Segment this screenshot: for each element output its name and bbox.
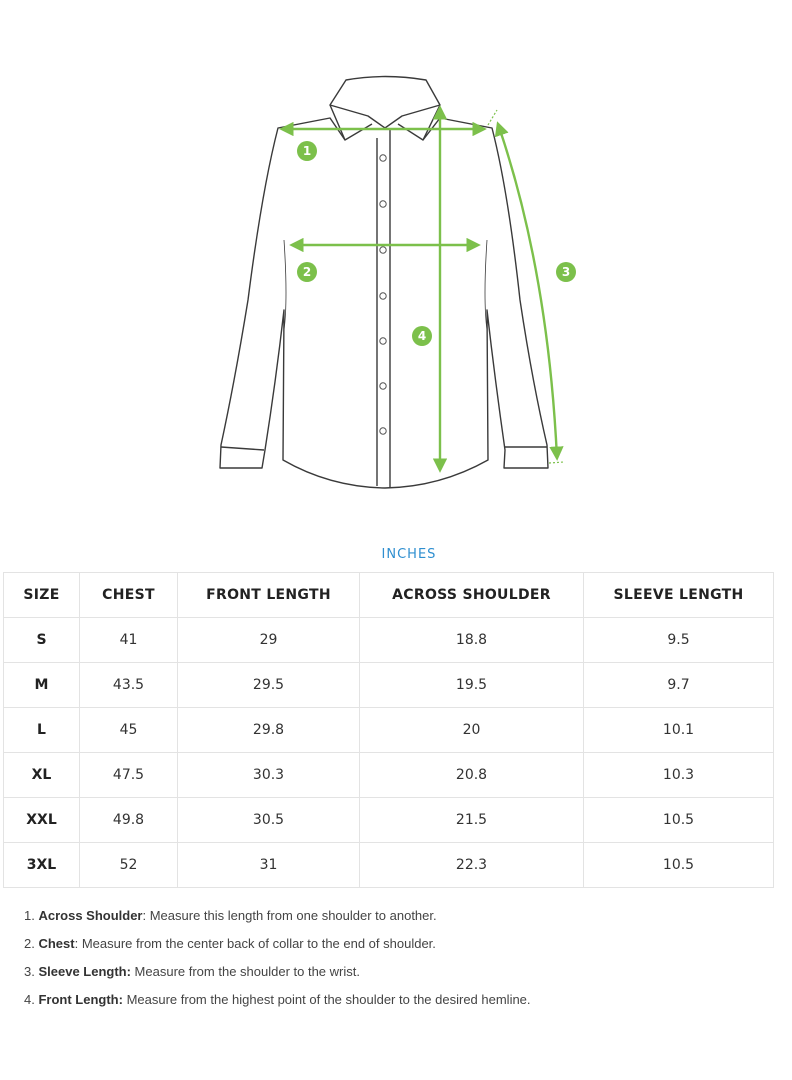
table-row: [4, 843, 774, 888]
chest-cell: 52: [80, 843, 178, 888]
shirt-outline: [220, 77, 548, 489]
shirt-diagram: [200, 70, 600, 500]
size-cell: M: [4, 663, 80, 708]
note-number: 3.: [24, 964, 35, 979]
chest-cell: 45: [80, 708, 178, 753]
header-size: SIZE: [4, 573, 80, 618]
unit-label: INCHES: [381, 547, 437, 562]
svg-text:1: 1: [302, 144, 312, 158]
chest-cell: 47.5: [80, 753, 178, 798]
note-term: Across Shoulder: [38, 908, 143, 923]
across-shoulder-cell: 20.8: [360, 753, 584, 798]
svg-text:2: 2: [302, 265, 312, 279]
size-cell: XL: [4, 753, 80, 798]
note-item: [24, 906, 764, 934]
note-text: : Measure from the center back of collar to the end of shoulder.: [74, 936, 436, 951]
note-item: [24, 990, 764, 1018]
chest-cell: 41: [80, 618, 178, 663]
svg-text:4: 4: [417, 329, 427, 343]
note-text: : Measure this length from one shoulder to another.: [142, 908, 437, 923]
sleeve-length-arrow: [498, 124, 557, 458]
chest-cell: 43.5: [80, 663, 178, 708]
table-row: [4, 663, 774, 708]
marker-4: [412, 326, 432, 346]
note-item: [24, 962, 764, 990]
table-row: [4, 708, 774, 753]
sleeve-length-cell: 9.5: [584, 618, 774, 663]
sleeve-length-cell: 10.3: [584, 753, 774, 798]
shirt-buttons: [380, 155, 386, 434]
size-cell: S: [4, 618, 80, 663]
header-chest: CHEST: [80, 573, 178, 618]
svg-text:3: 3: [561, 265, 571, 279]
across-shoulder-cell: 22.3: [360, 843, 584, 888]
measure-lines: [282, 108, 564, 470]
header-across-shoulder: ACROSS SHOULDER: [360, 573, 584, 618]
note-number: 4.: [24, 992, 35, 1007]
size-chart-table: [3, 572, 774, 888]
note-text: Measure from the highest point of the shoulder to the desired hemline.: [122, 992, 531, 1007]
front-length-cell: 29.5: [178, 663, 360, 708]
size-cell: XXL: [4, 798, 80, 843]
front-length-cell: 29: [178, 618, 360, 663]
sleeve-length-cell: 10.5: [584, 843, 774, 888]
table-row: [4, 618, 774, 663]
marker-1: [297, 141, 317, 161]
header-sleeve-length: SLEEVE LENGTH: [584, 573, 774, 618]
across-shoulder-cell: 18.8: [360, 618, 584, 663]
across-shoulder-cell: 19.5: [360, 663, 584, 708]
note-number: 1.: [24, 908, 35, 923]
table-row: [4, 798, 774, 843]
measurement-notes: [24, 906, 764, 1018]
sleeve-length-cell: 10.1: [584, 708, 774, 753]
chest-cell: 49.8: [80, 798, 178, 843]
across-shoulder-cell: 21.5: [360, 798, 584, 843]
across-shoulder-cell: 20: [360, 708, 584, 753]
sleeve-length-cell: 9.7: [584, 663, 774, 708]
note-number: 2.: [24, 936, 35, 951]
header-front-length: FRONT LENGTH: [178, 573, 360, 618]
front-length-cell: 29.8: [178, 708, 360, 753]
front-length-cell: 30.3: [178, 753, 360, 798]
sleeve-length-cell: 10.5: [584, 798, 774, 843]
front-length-cell: 30.5: [178, 798, 360, 843]
front-length-cell: 31: [178, 843, 360, 888]
note-term: Chest: [38, 936, 75, 951]
table-row: [4, 753, 774, 798]
size-cell: L: [4, 708, 80, 753]
note-text: Measure from the shoulder to the wrist.: [130, 964, 360, 979]
note-term: Sleeve Length:: [38, 964, 131, 979]
table-header-row: [4, 573, 774, 618]
note-term: Front Length:: [38, 992, 123, 1007]
marker-3: [556, 262, 576, 282]
marker-2: [297, 262, 317, 282]
size-cell: 3XL: [4, 843, 80, 888]
note-item: [24, 934, 764, 962]
